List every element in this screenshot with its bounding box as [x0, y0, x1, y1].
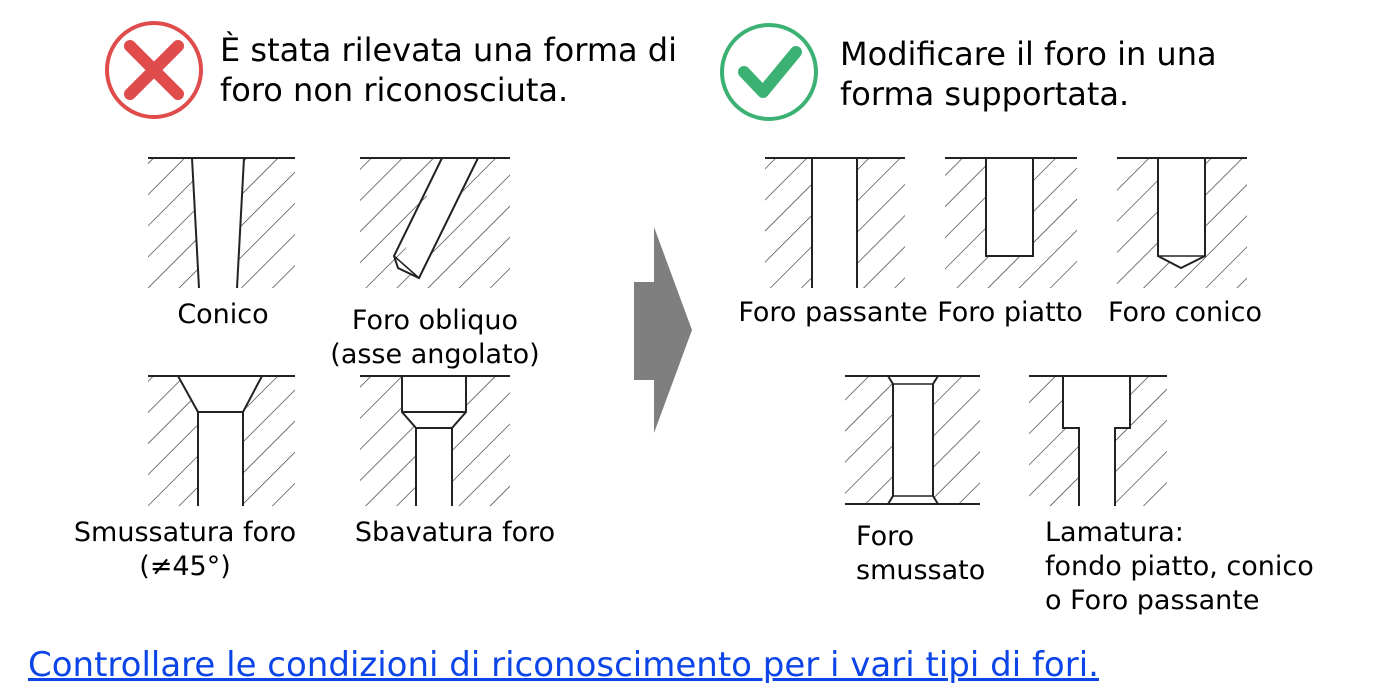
- caption-foro-passante: [738, 296, 928, 330]
- caption-sbavatura: [340, 516, 570, 550]
- caption-line: smussato: [856, 555, 986, 586]
- hole-drawing-foro-conico: [1117, 158, 1247, 288]
- caption-line: Foro obliquo: [351, 305, 519, 336]
- hole-drawing-foro-obliquo: [360, 158, 510, 288]
- caption-line: Conico: [177, 299, 269, 330]
- caption-lamatura: [1045, 516, 1314, 618]
- hole-drawing-foro-piatto: [945, 158, 1077, 288]
- caption-line: (≠45°): [139, 551, 231, 582]
- unsupported-message: [220, 30, 677, 110]
- caption-line: Foro passante: [738, 297, 928, 328]
- caption-foro-obliquo: [330, 304, 540, 372]
- caption-line: fondo piatto, conico: [1045, 551, 1314, 582]
- caption-foro-conico: [1100, 296, 1270, 330]
- caption-foro-smussato: [856, 520, 985, 588]
- hole-drawing-lamatura: [1029, 376, 1167, 506]
- hole-drawing-foro-passante: [765, 158, 905, 288]
- hole-drawing-foro-smussato: [845, 376, 980, 504]
- cross-icon: [107, 23, 201, 117]
- check-icon: [722, 25, 816, 119]
- unsupported-message-line: È stata rilevata una forma di: [220, 31, 677, 69]
- caption-line: Sbavatura foro: [354, 517, 556, 548]
- hole-drawing-smussatura: [148, 376, 295, 506]
- caption-line: Smussatura foro: [73, 517, 297, 548]
- caption-foro-piatto: [930, 296, 1090, 330]
- caption-line: (asse angolato): [330, 339, 540, 370]
- recognition-conditions-link[interactable]: Controllare le condizioni di riconoscimento per i vari tipi di fori.: [28, 645, 1099, 685]
- caption-line: Foro: [856, 521, 915, 552]
- caption-smussatura: [60, 516, 310, 584]
- supported-message: [840, 34, 1217, 114]
- caption-line: o Foro passante: [1045, 585, 1260, 616]
- caption-line: Foro conico: [1107, 297, 1263, 328]
- supported-message-line: forma supportata.: [840, 75, 1130, 113]
- right-arrow-icon: [634, 227, 692, 433]
- supported-message-line: Modificare il foro in una: [840, 35, 1217, 73]
- caption-line: Foro piatto: [937, 297, 1083, 328]
- hole-drawing-sbavatura: [360, 376, 510, 506]
- hole-drawing-conico: [148, 158, 295, 288]
- caption-conico: [148, 298, 298, 332]
- caption-line: Lamatura:: [1045, 517, 1184, 548]
- unsupported-message-line: foro non riconosciuta.: [220, 71, 569, 109]
